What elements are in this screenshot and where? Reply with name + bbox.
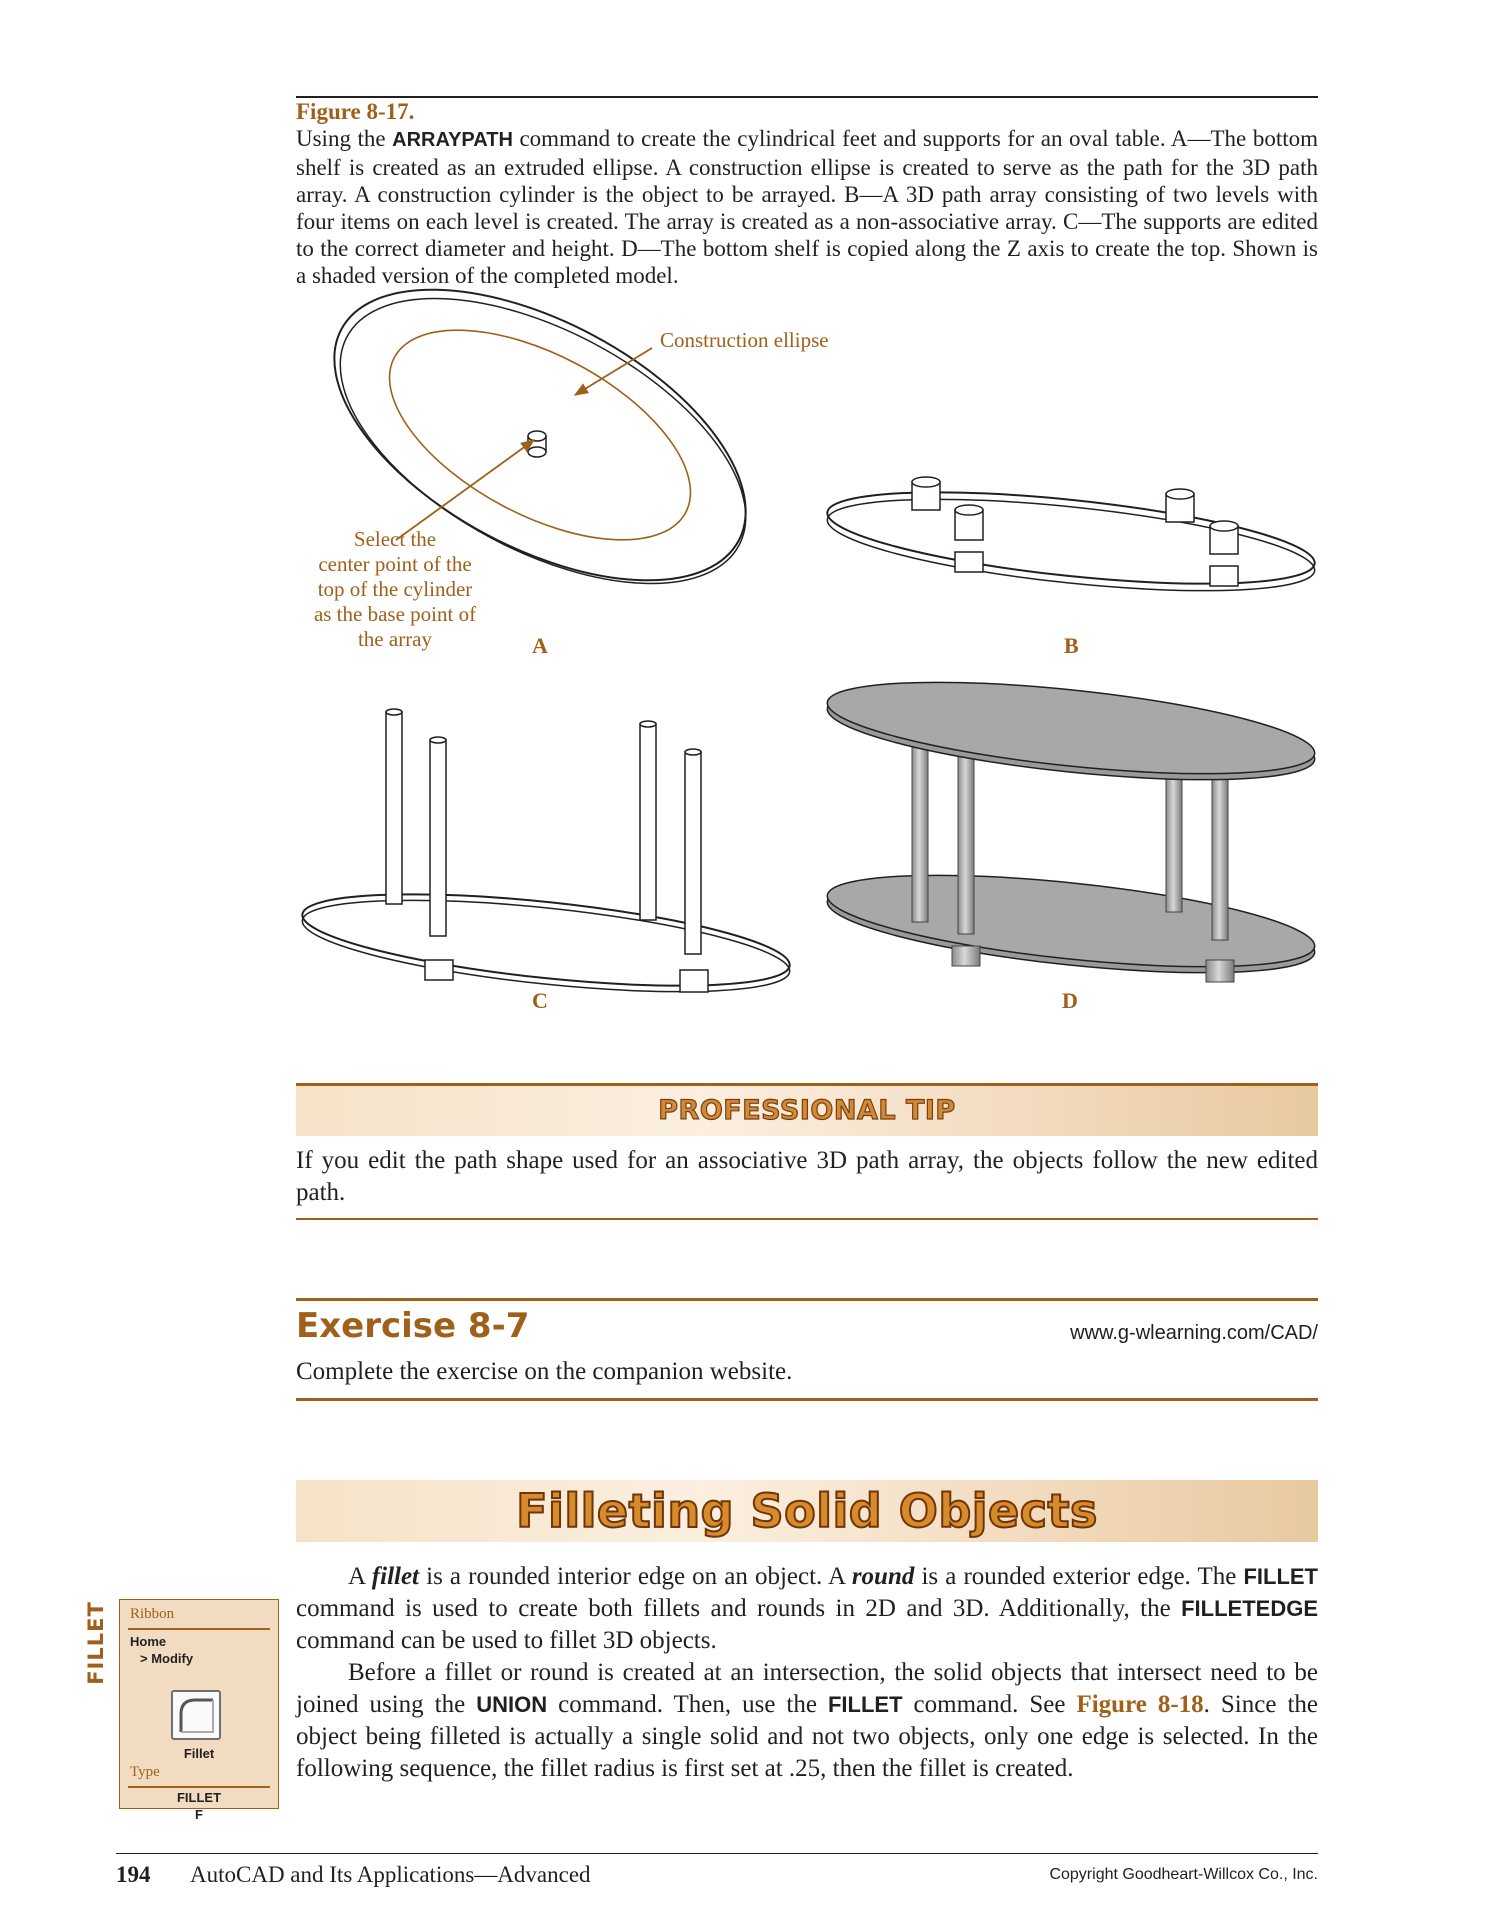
text-run: A [348,1563,372,1590]
type-command-alias: F [195,1807,203,1822]
type-label: Type [130,1764,160,1780]
page-number: 194 [116,1862,151,1887]
command-fillet: FILLET [827,1692,903,1717]
callout-line: Select the [353,527,437,551]
figure-8-18-link[interactable]: Figure 8-18 [1076,1691,1204,1718]
callout-line: center point of the [318,552,472,576]
panel-label-d: D [1062,988,1078,1013]
panel-a-drawing [288,230,791,643]
panel-b-drawing [823,475,1318,609]
professional-tip-banner [296,1083,1318,1136]
text-run: command. See [902,1691,1077,1718]
professional-tip-heading: PROFESSIONAL TIP [658,1095,956,1126]
caption-text-start: Using the [296,126,393,151]
callout-line: as the base point of [313,602,477,626]
caption-text-rest: command to create the cylindrical feet and supports for an oval table. A—The bottom shelf is created as an extruded ellipse. A construction ellipse is created to serve as the path for the 3D path array. A construction cylinder is the object to be arrayed. B—A 3D path array consisting of two levels with four items on each level is created. The array is created as a non-associative array. C—The supports are edited to the correct diameter and height. D—The bottom shelf is copied along the Z axis to create the top. Shown is a shaded version of the completed model. [296,126,1318,288]
fillet-body-text [296,1561,1318,1785]
fillet-paragraph-2 [296,1657,1318,1785]
panel-d-drawing [823,665,1318,991]
panel-label-b: B [1064,633,1079,658]
command-filletedge: FILLETEDGE [1181,1596,1318,1621]
sidebar-command-label [76,1598,116,1688]
term-round: round [851,1563,915,1590]
command-union: UNION [476,1692,548,1717]
fillet-icon-graphic [173,1692,219,1738]
section-heading-banner [296,1480,1318,1542]
caption-command: ARRAYPATH [392,129,513,151]
exercise-title: Exercise 8-7 [296,1306,530,1346]
fillet-tool-icon[interactable] [171,1690,221,1740]
exercise-top-rule [296,1298,1318,1301]
text-run: . Since the object being filleted is actually a single solid and not two objects, only one edge is selected. In the following sequence, the fillet radius is first set at .25, then the fillet is created. [296,1691,1318,1782]
callout-construction-ellipse: Construction ellipse [660,328,829,352]
text-run: Before a fillet or round is created at an intersection, the solid objects that intersect need to be joined using the [296,1659,1318,1718]
footer-rule [116,1853,1318,1854]
text-run: is a rounded exterior edge. The [914,1563,1244,1590]
type-command-fillet: FILLET [176,1790,222,1805]
text-run: is a rounded interior edge on an object. A [419,1563,852,1590]
text-run: command. Then, use the [547,1691,828,1718]
ribbon-label: Ribbon [130,1606,175,1622]
exercise-url-link[interactable]: www.g-wlearning.com/CAD/ [1070,1322,1318,1344]
text-run: command is used to create both fillets and rounds in 2D and 3D. Additionally, the [296,1595,1182,1622]
term-fillet: fillet [371,1563,420,1590]
exercise-bottom-rule [296,1398,1318,1401]
callout-line: the array [357,627,433,651]
panel-c-drawing [298,709,793,1009]
tool-name-fillet: Fillet [183,1746,215,1761]
tip-bottom-rule [296,1218,1318,1220]
text-run: command can be used to fillet 3D objects. [296,1627,717,1654]
command-sidebar [119,1599,279,1809]
section-heading: Filleting Solid Objects [516,1484,1098,1538]
command-fillet: FILLET [1243,1564,1318,1589]
ribbon-path-modify: > Modify [140,1651,194,1666]
copyright-notice: Copyright Goodheart-Willcox Co., Inc. [1049,1866,1318,1883]
panel-label-a: A [532,633,548,658]
sidebar-vertical-text: FILLET [84,1601,108,1685]
book-title: AutoCAD and Its Applications—Advanced [190,1862,591,1887]
callout-line: top of the cylinder [317,577,473,601]
professional-tip-text: If you edit the path shape used for an associative 3D path array, the objects follow the new edited path. [296,1147,1318,1206]
panel-label-c: C [532,988,548,1013]
ribbon-path-home: Home [130,1634,167,1649]
sidebar-divider [128,1628,270,1630]
fillet-paragraph-1 [296,1561,1318,1657]
sidebar-divider [128,1786,270,1788]
exercise-text: Complete the exercise on the companion website. [296,1358,793,1385]
figure-title: Figure 8-17. [296,99,415,124]
